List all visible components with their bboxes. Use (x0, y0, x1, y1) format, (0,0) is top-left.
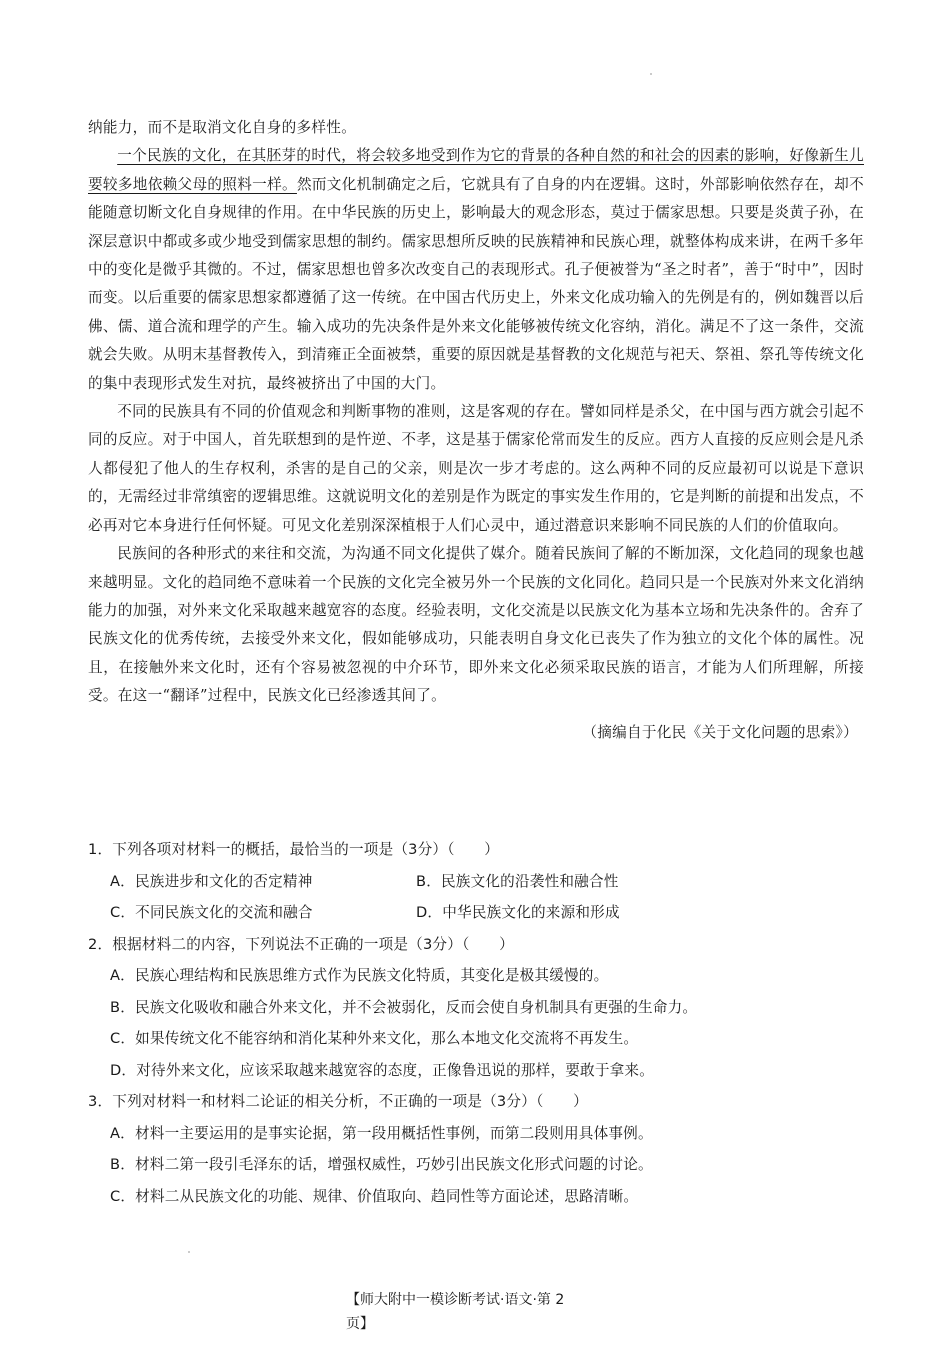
question-3-stem: 3．下列对材料一和材料二论证的相关分析，不正确的一项是（3分）（ ） (88, 1093, 588, 1110)
scan-speck (650, 73, 652, 75)
underlined-sentence: 一个民族的文化，在其胚芽的时代，将会较多地受到作为它的背景的各种自然的和社会的因素的影响，好像新生儿要较多地依赖父母的照料一样。 (88, 147, 864, 193)
question-3-option-a: A．材料一主要运用的是事实论据，第一段用概括性事例，而第二段则用具体事例。 (110, 1124, 653, 1142)
question-3-option-c: C．材料二从民族文化的功能、规律、价值取向、趋同性等方面论述，思路清晰。 (110, 1187, 639, 1205)
question-section (88, 834, 864, 1212)
question-2-option-d: D．对待外来文化，应该采取越来越宽容的态度，正像鲁迅说的那样，要敢于拿来。 (110, 1061, 655, 1079)
question-1-stem: 1．下列各项对材料一的概括，最恰当的一项是（3分）（ ） (88, 841, 500, 858)
footer-line-1: 【师大附中一模诊断考试·语文·第 2 (346, 1292, 565, 1308)
footer-line-2: 页】 (346, 1316, 374, 1332)
passage-paragraph (88, 142, 864, 398)
passage-paragraph: 纳能力，而不是取消文化自身的多样性。 (88, 119, 357, 136)
page-footer (346, 1288, 606, 1336)
passage-paragraph: 不同的民族具有不同的价值观念和判断事物的准则，这是客观的存在。譬如同样是杀父，在中国与西方就会引起不同的反应。对于中国人，首先联想到的是忤逆、不孝，这是基于儒家伦常而发生的反应。西方人直接的反应则会是凡杀人都侵犯了他人的生存权利，杀害的是自己的父亲，则是次一步才考虑的。这么两种不同的反应最初可以说是下意识的，无需经过非常缜密的逻辑思维。这就说明文化的差别是作为既定的事实发生作用的，它是判断的前提和出发点，不必再对它本身进行任何怀疑。可见文化差别深深植根于人们心灵中，通过潜意识来影响不同民族的人们的价值取向。 (88, 403, 864, 534)
passage-paragraph: 民族间的各种形式的来往和交流，为沟通不同文化提供了媒介。随着民族间了解的不断加深，文化趋同的现象也越来越明显。文化的趋同绝不意味着一个民族的文化完全被另外一个民族的文化同化。趋同只是一个民族对外来文化消纳能力的加强，对外来文化采取越来越宽容的态度。经验表明，文化交流是以民族文化为基本立场和先决条件的。舍弃了民族文化的优秀传统，去接受外来文化，假如能够成功，只能表明自身文化已丧失了作为独立的文化个体的属性。况且，在接触外来文化时，还有个容易被忽视的中介环节，即外来文化必须采取民族的语言，才能为人们所理解，所接受。在这一“翻译”过程中，民族文化已经渗透其间了。 (88, 545, 864, 705)
question-1-option-d: D．中华民族文化的来源和形成 (416, 904, 620, 921)
reading-passage (88, 114, 864, 747)
question-1-option-b: B．民族文化的沿袭性和融合性 (416, 872, 619, 890)
question-1-option-c: C．不同民族文化的交流和融合 (110, 904, 313, 921)
question-2-stem: 2．根据材料二的内容，下列说法不正确的一项是（3分）（ ） (88, 935, 514, 953)
question-1-options-row-2 (88, 897, 864, 929)
scan-speck (188, 1251, 190, 1253)
question-1-option-a: A．民族进步和文化的否定精神 (110, 872, 313, 890)
question-3-option-b: B．材料二第一段引毛泽东的话，增强权威性，巧妙引出民族文化形式问题的讨论。 (110, 1156, 653, 1173)
question-2-option-b: B．民族文化吸收和融合外来文化，并不会被弱化，反而会使自身机制具有更强的生命力。 (110, 998, 698, 1016)
question-1-options-row-1 (88, 866, 864, 898)
question-2-option-a: A．民族心理结构和民族思维方式作为民族文化特质，其变化是极其缓慢的。 (110, 967, 609, 984)
passage-text: 然而文化机制确定之后，它就具有了自身的内在逻辑。这时，外部影响依然存在，却不能随意切断文化自身规律的作用。在中华民族的历史上，影响最大的观念形态，莫过于儒家思想。只要是炎黄子孙，在深层意识中都或多或少地受到儒家思想的制约。儒家思想所反映的民族精神和民族心理，就整体构成来讲，在两千多年中的变化是微乎其微的。不过，儒家思想也曾多次改变自己的表现形式。孔子便被誉为“圣之时者”，善于“时中”，因时而变。以后重要的儒家思想家都遵循了这一传统。在中国古代历史上，外来文化成功输入的先例是有的，例如魏晋以后佛、儒、道合流和理学的产生。输入成功的先决条件是外来文化能够被传统文化容纳，消化。满足不了这一条件，交流就会失败。从明末基督教传入，到清雍正全面被禁，重要的原因就是基督教的文化规范与祀天、祭祖、祭孔等传统文化的集中表现形式发生对抗，最终被挤出了中国的大门。 (88, 175, 865, 392)
question-2-option-c: C．如果传统文化不能容纳和消化某种外来文化，那么本地文化交流将不再发生。 (110, 1030, 639, 1047)
passage-source: （摘编自于化民《关于文化问题的思索》） (582, 723, 858, 741)
